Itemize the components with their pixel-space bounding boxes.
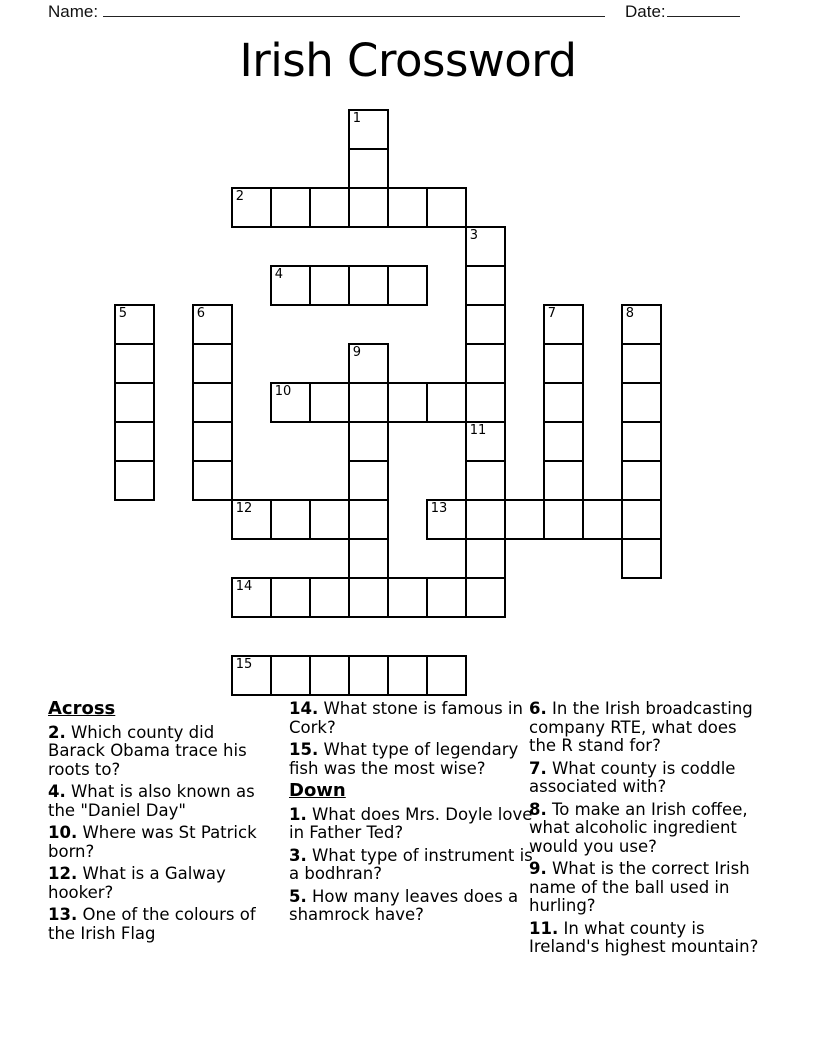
clue-number: 4. [48, 782, 66, 801]
cell-number: 15 [235, 656, 253, 672]
cell-number: 14 [235, 578, 253, 594]
clues-column-1 [48, 700, 276, 947]
grid-cell-7[interactable] [543, 304, 585, 346]
grid-cell[interactable] [621, 421, 663, 463]
grid-cell[interactable] [426, 577, 468, 619]
cell-number: 1 [352, 110, 362, 126]
clue-2: 2. Which county did Barack Obama trace his roots to? [48, 722, 247, 779]
grid-cell[interactable] [309, 382, 351, 424]
clue-15: 15. What type of legendary fish was the most wise? [289, 740, 519, 778]
clue-3: 3. What type of instrument is a bodhran? [289, 845, 533, 883]
clue-10: 10. Where was St Patrick born? [48, 823, 257, 861]
grid-cell[interactable] [192, 460, 234, 502]
grid-cell[interactable] [465, 304, 507, 346]
grid-cell[interactable] [114, 460, 156, 502]
grid-cell[interactable] [465, 577, 507, 619]
grid-cell[interactable] [348, 499, 390, 541]
grid-cell[interactable] [348, 265, 390, 307]
grid-cell[interactable] [621, 460, 663, 502]
grid-cell[interactable] [621, 382, 663, 424]
cell-number: 11 [469, 422, 487, 438]
grid-cell-12[interactable] [231, 499, 273, 541]
grid-cell[interactable] [465, 265, 507, 307]
cell-number: 2 [235, 188, 245, 204]
grid-cell-10[interactable] [270, 382, 312, 424]
name-label: Name: [48, 2, 99, 21]
grid-cell[interactable] [309, 499, 351, 541]
clue-8: 8. To make an Irish coffee, what alcoholic ingredient would you use? [529, 799, 748, 856]
grid-cell[interactable] [309, 265, 351, 307]
clue-number: 15. [289, 740, 319, 759]
grid-cell[interactable] [621, 499, 663, 541]
grid-cell[interactable] [192, 421, 234, 463]
cell-number: 3 [469, 227, 479, 243]
grid-cell-11[interactable] [465, 421, 507, 463]
grid-cell[interactable] [387, 382, 429, 424]
clue-7: 7. What county is coddle associated with? [529, 758, 736, 796]
grid-cell-13[interactable] [426, 499, 468, 541]
grid-cell[interactable] [309, 187, 351, 229]
grid-cell[interactable] [543, 382, 585, 424]
clue-14: 14. What stone is famous in Cork? [289, 699, 523, 737]
grid-cell[interactable] [543, 499, 585, 541]
grid-cell[interactable] [348, 538, 390, 580]
grid-cell[interactable] [465, 538, 507, 580]
grid-cell[interactable] [621, 343, 663, 385]
grid-cell[interactable] [348, 655, 390, 697]
grid-cell[interactable] [504, 499, 546, 541]
grid-cell[interactable] [192, 382, 234, 424]
clue-11: 11. In what county is Ireland's highest mountain? [529, 918, 759, 956]
clue-number: 7. [529, 758, 547, 778]
grid-cell-9[interactable] [348, 343, 390, 385]
clue-number: 6. [529, 699, 547, 718]
grid-cell[interactable] [348, 148, 390, 190]
clue-number: 12. [48, 864, 78, 883]
grid-cell[interactable] [387, 265, 429, 307]
grid-cell[interactable] [465, 460, 507, 502]
cell-number: 6 [196, 305, 206, 321]
grid-cell[interactable] [309, 655, 351, 697]
grid-cell-8[interactable] [621, 304, 663, 346]
grid-cell[interactable] [114, 382, 156, 424]
clue-9: 9. What is the correct Irish name of the ball used in hurling? [529, 859, 750, 915]
grid-cell[interactable] [387, 577, 429, 619]
grid-cell[interactable] [426, 187, 468, 229]
clues-column-3 [529, 700, 762, 961]
across-header: Across [48, 698, 116, 719]
clue-number: 14. [289, 699, 319, 718]
grid-cell[interactable] [270, 187, 312, 229]
clues-column-2 [289, 700, 534, 929]
name-fill-line[interactable] [103, 0, 605, 17]
clue-number: 13. [48, 905, 78, 924]
cell-number: 13 [430, 500, 448, 516]
grid-cell-3[interactable] [465, 226, 507, 268]
grid-cell-1[interactable] [348, 109, 390, 151]
grid-cell[interactable] [543, 421, 585, 463]
grid-cell[interactable] [270, 655, 312, 697]
clue-4: 4. What is also known as the "Daniel Day" [48, 782, 255, 820]
grid-cell[interactable] [192, 343, 234, 385]
cell-number: 7 [547, 305, 557, 321]
grid-cell-6[interactable] [192, 304, 234, 346]
grid-cell[interactable] [582, 499, 624, 541]
grid-cell-4[interactable] [270, 265, 312, 307]
grid-cell[interactable] [465, 343, 507, 385]
clue-1: 1. What does Mrs. Doyle love in Father Ted? [289, 804, 533, 842]
clue-number: 5. [289, 886, 307, 906]
grid-cell[interactable] [114, 343, 156, 385]
clue-number: 8. [529, 799, 547, 819]
page-title: Irish Crossword [239, 34, 577, 87]
grid-cell[interactable] [270, 577, 312, 619]
grid-cell[interactable] [348, 187, 390, 229]
grid-cell-5[interactable] [114, 304, 156, 346]
grid-cell[interactable] [621, 538, 663, 580]
cell-number: 4 [274, 266, 284, 282]
clue-13: 13. One of the colours of the Irish Flag [48, 905, 256, 943]
grid-cell[interactable] [348, 421, 390, 463]
grid-cell[interactable] [543, 460, 585, 502]
grid-cell[interactable] [465, 382, 507, 424]
cell-number: 12 [235, 500, 253, 516]
grid-cell[interactable] [309, 577, 351, 619]
grid-cell[interactable] [543, 343, 585, 385]
down-header: Down [289, 780, 346, 801]
clue-12: 12. What is a Galway hooker? [48, 864, 226, 902]
clue-number: 1. [289, 804, 307, 824]
clue-number: 9. [529, 859, 547, 878]
grid-cell-15[interactable] [231, 655, 273, 697]
date-fill-line[interactable] [667, 0, 740, 17]
grid-cell-14[interactable] [231, 577, 273, 619]
clue-6: 6. In the Irish broadcasting company RTE, what does the R stand for? [529, 699, 753, 755]
clue-number: 11. [529, 918, 559, 938]
grid-cell[interactable] [465, 499, 507, 541]
clue-number: 2. [48, 722, 66, 742]
clue-number: 10. [48, 823, 78, 842]
grid-cell[interactable] [426, 382, 468, 424]
grid-cell[interactable] [348, 382, 390, 424]
grid-cell[interactable] [387, 187, 429, 229]
cell-number: 9 [352, 344, 362, 360]
cell-number: 10 [274, 383, 292, 399]
cell-number: 8 [625, 305, 635, 321]
clue-number: 3. [289, 845, 307, 865]
grid-cell[interactable] [348, 460, 390, 502]
crossword-grid [115, 110, 661, 695]
cell-number: 5 [118, 305, 128, 321]
grid-cell[interactable] [114, 421, 156, 463]
grid-cell[interactable] [348, 577, 390, 619]
grid-cell[interactable] [426, 655, 468, 697]
grid-cell[interactable] [387, 655, 429, 697]
grid-cell-2[interactable] [231, 187, 273, 229]
clue-5: 5. How many leaves does a shamrock have? [289, 886, 519, 924]
grid-cell[interactable] [270, 499, 312, 541]
date-label: Date: [625, 2, 666, 21]
